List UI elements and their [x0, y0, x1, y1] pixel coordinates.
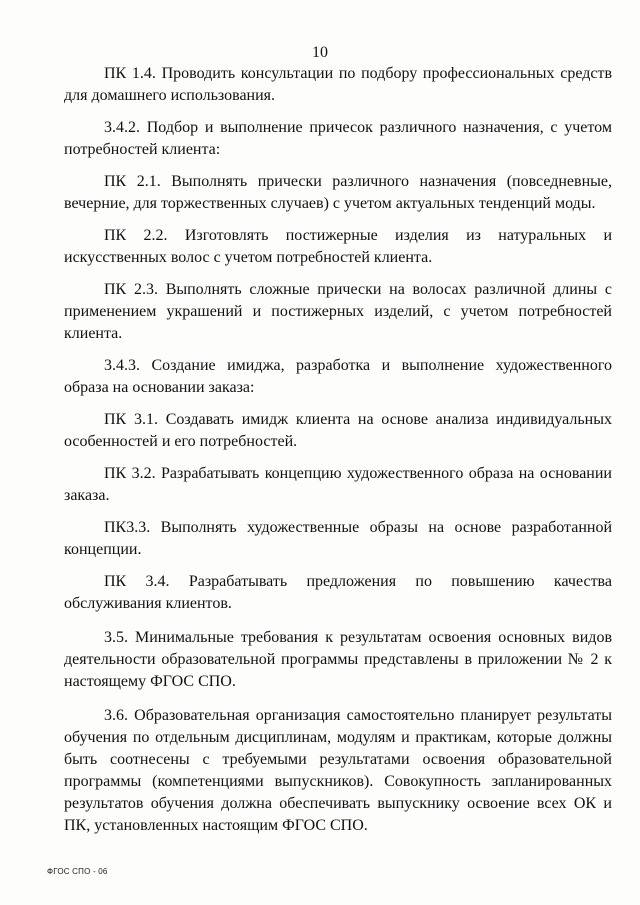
- paragraph-pk-3-4: ПК 3.4. Разрабатывать предложения по повышению качества обслуживания клиентов.: [64, 573, 612, 612]
- paragraph-pk-2-3: ПК 2.3. Выполнять сложные прически на волосах различной длины с применением украшений и постижерных изделий, с учетом потребностей клиента.: [64, 281, 612, 342]
- paragraph-3-4-2: 3.4.2. Подбор и выполнение причесок различного назначения, с учетом потребностей клиента:: [64, 119, 612, 158]
- document-body: [64, 63, 612, 847]
- page-number: 10: [312, 44, 328, 61]
- paragraph-pk-2-2: ПК 2.2. Изготовлять постижерные изделия из натуральных и искусственных волос с учетом потребностей клиента.: [64, 227, 612, 266]
- paragraph-pk-3-2: ПК 3.2. Разрабатывать концепцию художественного образа на основании заказа.: [64, 465, 612, 504]
- paragraph-pk-3-1: ПК 3.1. Создавать имидж клиента на основе анализа индивидуальных особенностей и его потребностей.: [64, 411, 612, 450]
- footer-document-code: ФГОС СПО - 06: [47, 867, 108, 876]
- paragraph-3-5: 3.5. Минимальные требования к результатам освоения основных видов деятельности образовательной программы представлены в приложении № 2 к настоящему ФГОС СПО.: [64, 629, 612, 690]
- paragraph-3-4-3: 3.4.3. Создание имиджа, разработка и выполнение художественного образа на основании заказа:: [64, 357, 612, 396]
- paragraph-3-6: 3.6. Образовательная организация самостоятельно планирует результаты обучения по отдельным дисциплинам, модулям и практикам, которые должны быть соотнесены с требуемыми результатами освоения образовательной программы (компетенциями выпускников). Совокупность запланированных результатов обучения должна обеспечивать выпускнику освоение всех ОК и ПК, установленных настоящим ФГОС СПО.: [64, 707, 612, 834]
- paragraph-pk-3-3: ПК3.3. Выполнять художественные образы на основе разработанной концепции.: [64, 519, 612, 558]
- paragraph-pk-1-4: ПК 1.4. Проводить консультации по подбору профессиональных средств для домашнего использования.: [64, 65, 612, 104]
- paragraph-pk-2-1: ПК 2.1. Выполнять прически различного назначения (повседневные, вечерние, для торжественных случаев) с учетом актуальных тенденций моды.: [64, 173, 612, 212]
